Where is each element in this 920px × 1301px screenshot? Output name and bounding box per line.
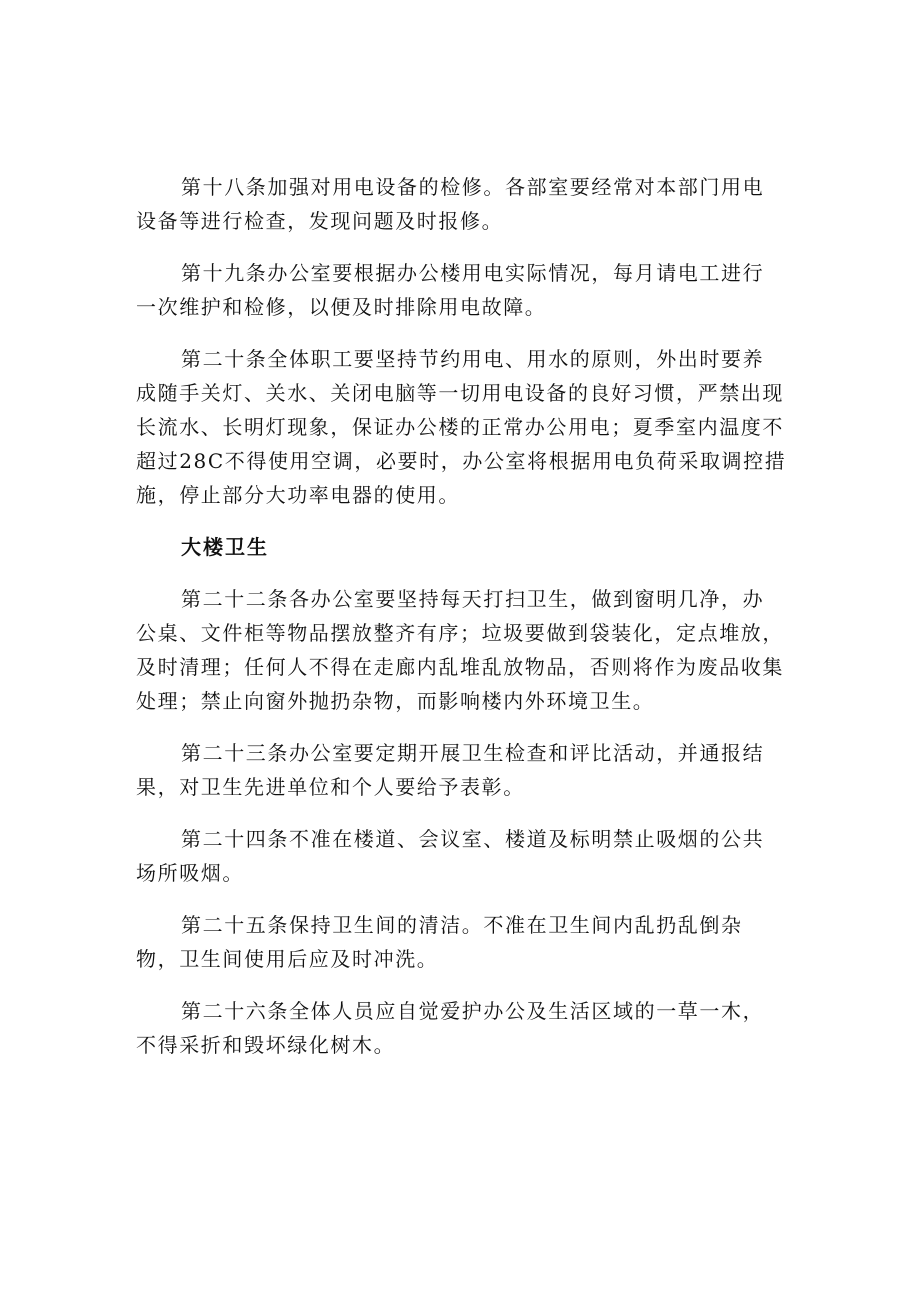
article-26-line-2: 不得采折和毁坏绿化树木。 xyxy=(136,1033,396,1057)
article-23-line-2: 果，对卫生先进单位和个人要给予表彰。 xyxy=(136,775,525,799)
article-20-line-1: 第二十条全体职工要坚持节约用电、用水的原则，外出时要养 xyxy=(181,347,765,371)
article-22-line-4: 处理；禁止向窗外抛扔杂物，而影响楼内外环境卫生。 xyxy=(136,689,655,713)
article-20-line-3: 长流水、长明灯现象，保证办公楼的正常办公用电；夏季室内温度不 xyxy=(136,415,784,439)
section-heading-building-hygiene: 大楼卫生 xyxy=(181,535,269,559)
article-20-line-5: 施，停止部分大功率电器的使用。 xyxy=(136,483,460,507)
article-22-line-1: 第二十二条各办公室要坚持每天打扫卫生，做到窗明几净，办 xyxy=(181,587,765,611)
article-18-line-2: 设备等进行检查，发现问题及时报修。 xyxy=(136,209,504,233)
article-25-line-2: 物，卫生间使用后应及时冲洗。 xyxy=(136,947,439,971)
article-20-line-2: 成随手关灯、关水、关闭电脑等一切用电设备的良好习惯，严禁出现 xyxy=(136,381,784,405)
article-24-line-2: 场所吸烟。 xyxy=(136,861,244,885)
article-25-line-1: 第二十五条保持卫生间的清洁。不准在卫生间内乱扔乱倒杂 xyxy=(181,913,743,937)
article-22-line-3: 及时清理；任何人不得在走廊内乱堆乱放物品，否则将作为废品收集 xyxy=(136,655,784,679)
document-body xyxy=(136,170,788,1062)
article-20-line-4: 超过28C不得使用空调，必要时，办公室将根据用电负荷采取调控措 xyxy=(136,449,787,473)
article-19-line-2: 一次维护和检修，以便及时排除用电故障。 xyxy=(136,295,547,319)
article-23-line-1: 第二十三条办公室要定期开展卫生检查和评比活动，并通报结 xyxy=(181,741,765,765)
article-22-line-2: 公桌、文件柜等物品摆放整齐有序；垃圾要做到袋装化，定点堆放， xyxy=(136,621,784,645)
article-18-line-1: 第十八条加强对用电设备的检修。各部室要经常对本部门用电 xyxy=(181,175,765,199)
article-24-line-1: 第二十四条不准在楼道、会议室、楼道及标明禁止吸烟的公共 xyxy=(181,827,765,851)
article-26-line-1: 第二十六条全体人员应自觉爱护办公及生活区域的一草一木， xyxy=(181,999,765,1023)
article-19-line-1: 第十九条办公室要根据办公楼用电实际情况，每月请电工进行 xyxy=(181,261,765,285)
